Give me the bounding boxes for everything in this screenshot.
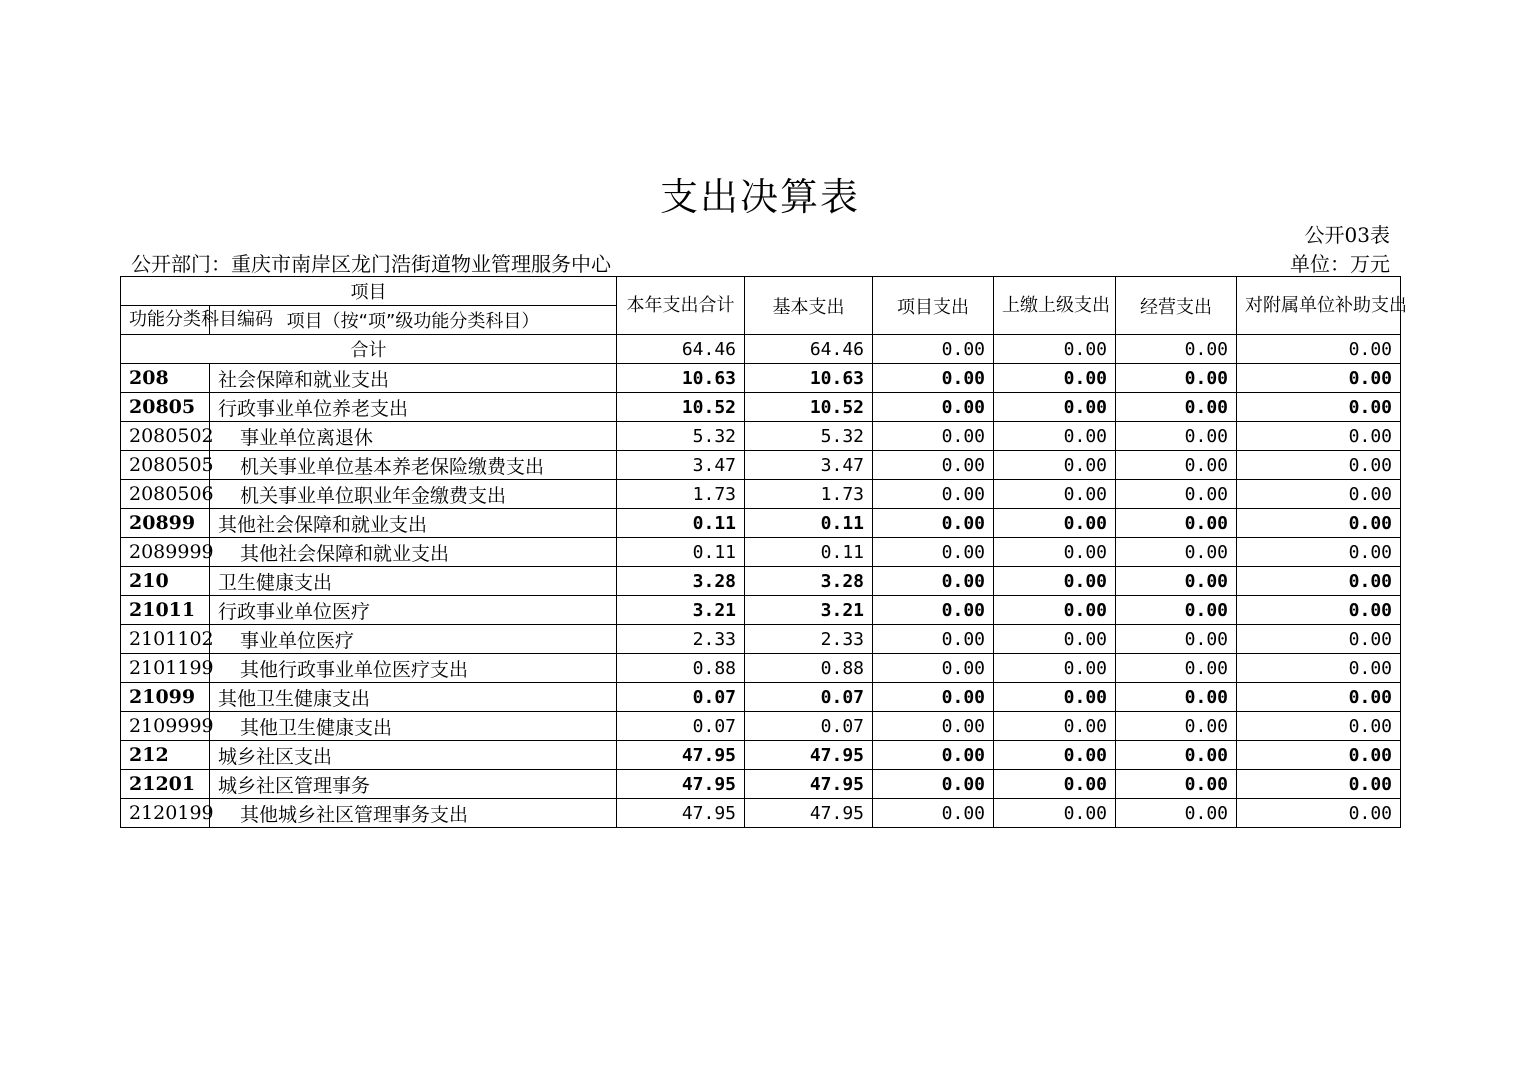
row-item-name: 事业单位离退休 (210, 422, 617, 451)
row-value: 0.00 (994, 654, 1116, 683)
row-code: 20805 (121, 393, 210, 422)
header-total-expenditure: 本年支出合计 (617, 277, 745, 335)
row-value: 3.28 (745, 567, 873, 596)
row-value: 1.73 (617, 480, 745, 509)
expenditure-table (120, 276, 1407, 828)
row-value: 0.00 (1116, 799, 1237, 828)
row-value: 0.00 (873, 683, 994, 712)
row-value: 0.00 (994, 625, 1116, 654)
header-item-name: 项目（按“项”级功能分类科目） (210, 306, 617, 335)
row-value: 0.00 (1237, 451, 1401, 480)
row-value: 10.63 (745, 364, 873, 393)
row-item-name: 行政事业单位养老支出 (210, 393, 617, 422)
row-value: 0.00 (994, 393, 1116, 422)
row-value: 0.00 (1116, 451, 1237, 480)
row-value: 0.88 (617, 654, 745, 683)
total-value: 0.00 (1237, 335, 1401, 364)
row-value: 10.52 (617, 393, 745, 422)
row-value: 0.00 (1116, 596, 1237, 625)
row-value: 0.00 (873, 625, 994, 654)
row-item-name: 城乡社区支出 (210, 741, 617, 770)
row-code: 2089999 (121, 538, 210, 567)
row-value: 0.00 (994, 567, 1116, 596)
row-value: 3.47 (617, 451, 745, 480)
row-item-name: 机关事业单位基本养老保险缴费支出 (210, 451, 617, 480)
row-code: 21201 (121, 770, 210, 799)
row-value: 0.00 (1116, 654, 1237, 683)
table-row (121, 393, 1401, 422)
row-code: 21011 (121, 596, 210, 625)
total-value: 0.00 (994, 335, 1116, 364)
header-code: 功能分类科目编码 (121, 306, 210, 335)
row-value: 0.00 (873, 480, 994, 509)
page-title: 支出决算表 (659, 175, 860, 219)
row-value: 0.00 (994, 683, 1116, 712)
form-number: 公开03表 (1304, 223, 1390, 247)
row-value: 47.95 (745, 770, 873, 799)
table-row (121, 567, 1401, 596)
row-value: 10.63 (617, 364, 745, 393)
total-value: 0.00 (873, 335, 994, 364)
row-value: 0.00 (994, 741, 1116, 770)
row-value: 0.00 (1116, 422, 1237, 451)
row-value: 0.00 (873, 538, 994, 567)
row-value: 0.00 (873, 567, 994, 596)
row-value: 0.00 (873, 509, 994, 538)
row-item-name: 社会保障和就业支出 (210, 364, 617, 393)
row-value: 0.00 (1237, 364, 1401, 393)
row-value: 0.07 (745, 712, 873, 741)
table-row (121, 509, 1401, 538)
total-label: 合计 (121, 335, 617, 364)
row-code: 2101102 (121, 625, 210, 654)
row-value: 1.73 (745, 480, 873, 509)
header-item-group: 项目 (121, 277, 617, 306)
row-item-name: 城乡社区管理事务 (210, 770, 617, 799)
row-value: 0.00 (1116, 509, 1237, 538)
row-value: 0.07 (617, 683, 745, 712)
row-value: 0.11 (617, 509, 745, 538)
row-value: 0.00 (1237, 712, 1401, 741)
row-value: 47.95 (617, 770, 745, 799)
row-value: 0.00 (1237, 741, 1401, 770)
row-value: 0.00 (1116, 364, 1237, 393)
row-value: 0.00 (1116, 625, 1237, 654)
header-upper-payment: 上缴上级支出 (994, 277, 1116, 335)
row-value: 0.00 (1116, 480, 1237, 509)
row-value: 0.00 (1237, 422, 1401, 451)
row-value: 0.00 (994, 509, 1116, 538)
row-value: 0.00 (1237, 538, 1401, 567)
row-value: 0.00 (994, 596, 1116, 625)
row-value: 10.52 (745, 393, 873, 422)
row-value: 0.00 (1237, 799, 1401, 828)
row-value: 0.11 (617, 538, 745, 567)
row-value: 0.00 (1116, 741, 1237, 770)
header-basic-expenditure: 基本支出 (745, 277, 873, 335)
row-value: 2.33 (617, 625, 745, 654)
row-code: 2080505 (121, 451, 210, 480)
total-row (121, 335, 1401, 364)
table-row (121, 451, 1401, 480)
row-code: 208 (121, 364, 210, 393)
row-value: 0.07 (617, 712, 745, 741)
table-row (121, 480, 1401, 509)
row-value: 0.00 (1237, 480, 1401, 509)
row-value: 5.32 (617, 422, 745, 451)
row-code: 2120199 (121, 799, 210, 828)
row-value: 47.95 (617, 741, 745, 770)
row-item-name: 其他卫生健康支出 (210, 712, 617, 741)
table-body (121, 335, 1401, 828)
row-code: 210 (121, 567, 210, 596)
table-row (121, 654, 1401, 683)
row-value: 0.00 (994, 480, 1116, 509)
row-value: 0.00 (1237, 509, 1401, 538)
table-row (121, 625, 1401, 654)
row-value: 0.00 (994, 451, 1116, 480)
row-item-name: 其他社会保障和就业支出 (210, 538, 617, 567)
row-value: 2.33 (745, 625, 873, 654)
row-value: 0.00 (873, 712, 994, 741)
table-row (121, 596, 1401, 625)
row-value: 5.32 (745, 422, 873, 451)
row-value: 0.00 (873, 393, 994, 422)
row-code: 21099 (121, 683, 210, 712)
department-label: 公开部门：重庆市南岸区龙门浩街道物业管理服务中心 (131, 252, 611, 276)
row-value: 0.00 (1237, 567, 1401, 596)
row-value: 3.28 (617, 567, 745, 596)
row-item-name: 其他城乡社区管理事务支出 (210, 799, 617, 828)
row-item-name: 其他社会保障和就业支出 (210, 509, 617, 538)
total-value: 0.00 (1116, 335, 1237, 364)
table-row (121, 683, 1401, 712)
row-code: 2080506 (121, 480, 210, 509)
row-code: 20899 (121, 509, 210, 538)
row-value: 0.00 (873, 364, 994, 393)
row-value: 3.21 (745, 596, 873, 625)
row-value: 47.95 (617, 799, 745, 828)
row-item-name: 行政事业单位医疗 (210, 596, 617, 625)
row-value: 0.00 (1237, 625, 1401, 654)
row-value: 0.00 (1237, 770, 1401, 799)
row-value: 0.00 (1116, 683, 1237, 712)
row-item-name: 卫生健康支出 (210, 567, 617, 596)
row-value: 47.95 (745, 741, 873, 770)
row-value: 0.00 (1237, 596, 1401, 625)
row-value: 0.00 (873, 741, 994, 770)
row-value: 0.00 (1116, 393, 1237, 422)
row-code: 2109999 (121, 712, 210, 741)
row-value: 0.00 (1116, 770, 1237, 799)
table-row (121, 712, 1401, 741)
total-value: 64.46 (745, 335, 873, 364)
row-value: 0.00 (994, 422, 1116, 451)
row-value: 0.00 (994, 538, 1116, 567)
row-code: 2101199 (121, 654, 210, 683)
row-code: 212 (121, 741, 210, 770)
row-value: 0.00 (994, 712, 1116, 741)
row-value: 3.47 (745, 451, 873, 480)
row-value: 0.00 (1237, 683, 1401, 712)
row-item-name: 事业单位医疗 (210, 625, 617, 654)
row-value: 0.00 (1237, 393, 1401, 422)
header-business-expenditure: 经营支出 (1116, 277, 1237, 335)
unit-label: 单位：万元 (1290, 252, 1390, 276)
row-item-name: 其他卫生健康支出 (210, 683, 617, 712)
row-value: 0.00 (873, 422, 994, 451)
row-value: 0.00 (873, 799, 994, 828)
row-value: 0.00 (1237, 654, 1401, 683)
row-item-name: 机关事业单位职业年金缴费支出 (210, 480, 617, 509)
row-value: 0.00 (994, 364, 1116, 393)
total-value: 64.46 (617, 335, 745, 364)
row-value: 3.21 (617, 596, 745, 625)
row-value: 0.88 (745, 654, 873, 683)
row-value: 0.00 (873, 596, 994, 625)
row-value: 0.00 (873, 654, 994, 683)
table-row (121, 770, 1401, 799)
row-value: 0.07 (745, 683, 873, 712)
row-value: 0.00 (873, 451, 994, 480)
row-item-name: 其他行政事业单位医疗支出 (210, 654, 617, 683)
table-row (121, 538, 1401, 567)
row-value: 0.00 (1116, 712, 1237, 741)
table-row (121, 364, 1401, 393)
row-value: 0.00 (1116, 538, 1237, 567)
header-subsidy-expenditure: 对附属单位补助支出 (1237, 277, 1401, 335)
row-value: 0.00 (873, 770, 994, 799)
row-value: 0.11 (745, 509, 873, 538)
header-project-expenditure: 项目支出 (873, 277, 994, 335)
table-row (121, 422, 1401, 451)
row-code: 2080502 (121, 422, 210, 451)
row-value: 47.95 (745, 799, 873, 828)
row-value: 0.11 (745, 538, 873, 567)
table-row (121, 799, 1401, 828)
row-value: 0.00 (994, 770, 1116, 799)
row-value: 0.00 (1116, 567, 1237, 596)
row-value: 0.00 (994, 799, 1116, 828)
table-row (121, 741, 1401, 770)
